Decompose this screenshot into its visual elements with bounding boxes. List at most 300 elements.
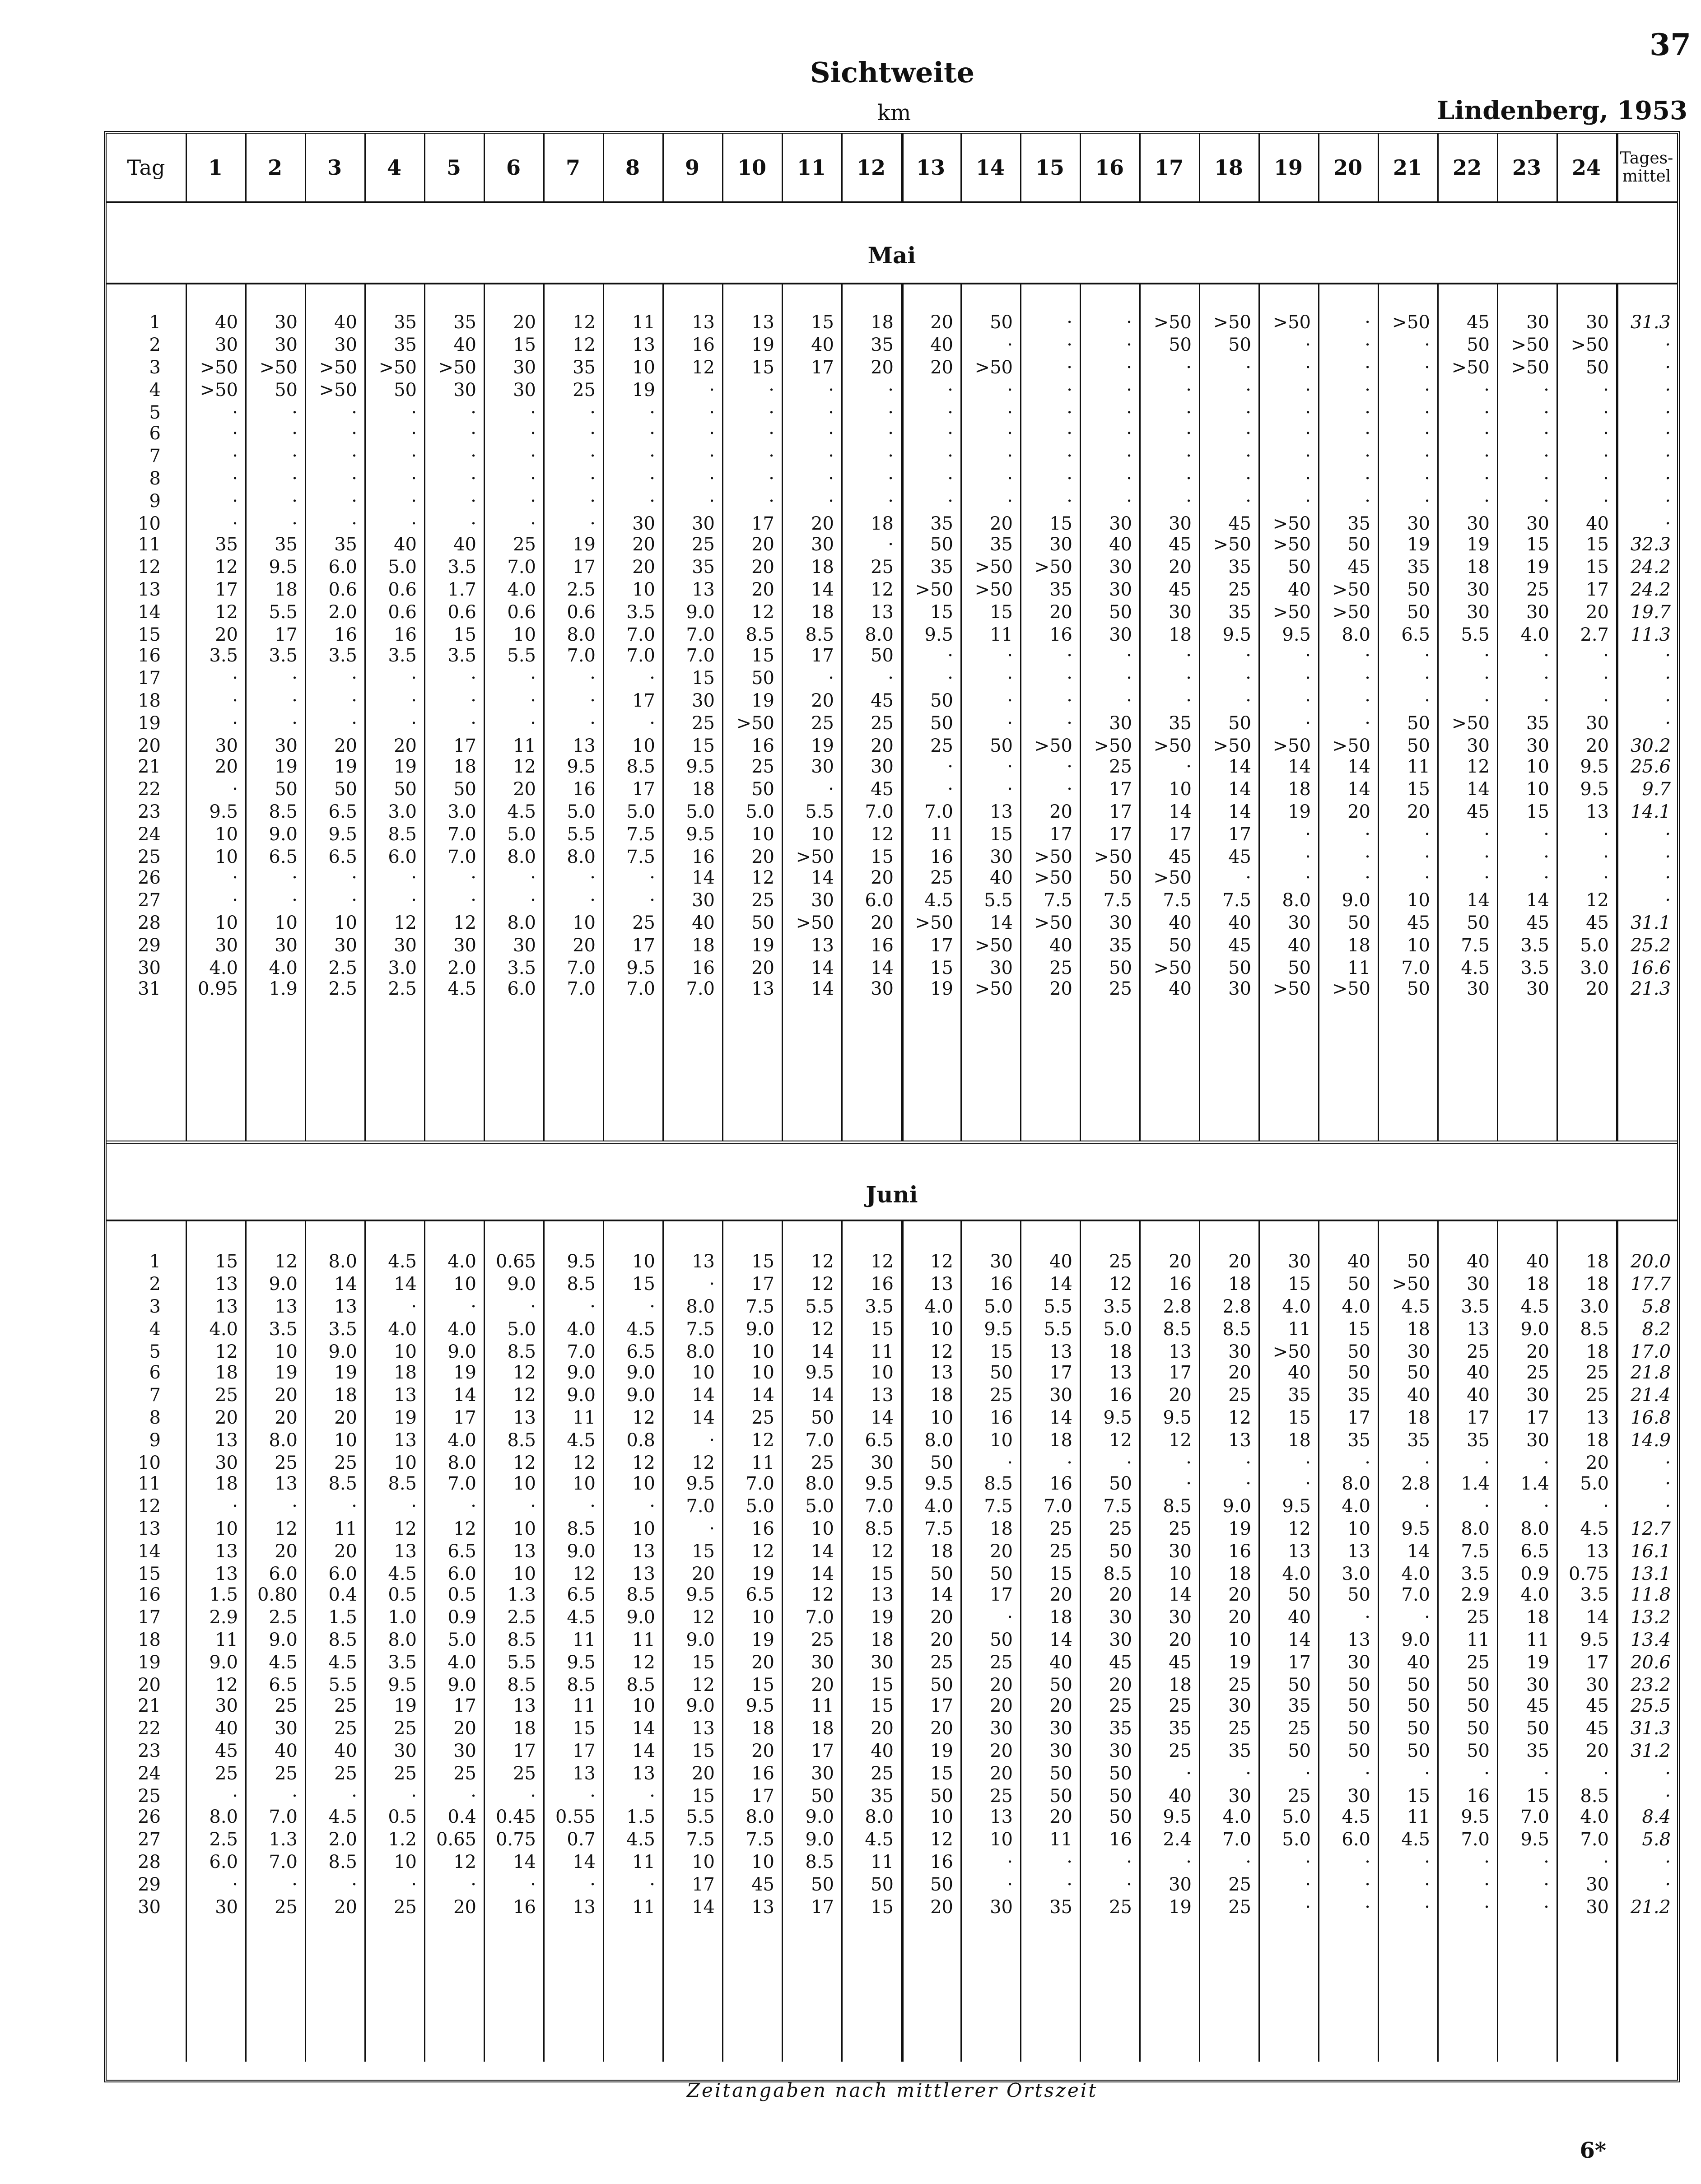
mean-cell: 21.4 xyxy=(1630,1385,1671,1406)
table-row xyxy=(107,736,1677,756)
value-cell: · xyxy=(1186,1473,1192,1494)
value-cell: 45 xyxy=(1407,913,1430,933)
table-row xyxy=(107,913,1677,933)
value-cell: 8.5 xyxy=(567,1274,596,1295)
value-cell: · xyxy=(1424,335,1430,355)
value-cell: 12 xyxy=(751,1430,774,1451)
value-cell: 11 xyxy=(573,1695,596,1716)
value-cell: · xyxy=(292,668,298,689)
value-cell: · xyxy=(1007,446,1013,466)
value-cell: 50 xyxy=(1109,602,1132,623)
value-cell: 4.0 xyxy=(1282,1564,1311,1584)
value-cell: 10 xyxy=(275,1341,298,1362)
value-cell: 13 xyxy=(632,1564,655,1584)
value-cell: 17 xyxy=(632,935,655,956)
table-row xyxy=(107,1807,1677,1827)
value-cell: 6.0 xyxy=(209,1852,238,1872)
value-cell: 30 xyxy=(1467,602,1490,623)
value-cell: 1.3 xyxy=(269,1829,298,1850)
value-cell: · xyxy=(1305,1897,1311,1918)
value-cell: >50 xyxy=(974,579,1013,600)
value-cell: 35 xyxy=(1049,579,1072,600)
value-cell: 30 xyxy=(1169,602,1192,623)
value-cell: 10 xyxy=(513,624,536,645)
header-hour: 15 xyxy=(1035,155,1064,180)
value-cell: 5.0 xyxy=(507,1319,536,1340)
value-cell: 5.5 xyxy=(805,801,834,822)
value-cell: 7.5 xyxy=(1163,890,1192,911)
value-cell: · xyxy=(471,713,476,734)
mean-cell: · xyxy=(1665,423,1671,444)
mean-cell: 11.3 xyxy=(1630,624,1671,645)
column-rule xyxy=(1616,283,1618,1141)
value-cell: · xyxy=(1067,312,1072,333)
value-cell: 30 xyxy=(1109,557,1132,577)
value-cell: 20 xyxy=(453,1718,476,1739)
value-cell: 30 xyxy=(1228,1786,1251,1807)
day-cell: 29 xyxy=(138,935,161,956)
value-cell: · xyxy=(1245,690,1251,711)
value-cell: 50 xyxy=(1288,958,1311,978)
mean-cell: 21.8 xyxy=(1630,1362,1671,1383)
value-cell: 16 xyxy=(1467,1786,1490,1807)
value-cell: 30 xyxy=(1407,513,1430,534)
value-cell: 19 xyxy=(394,1695,417,1716)
value-cell: 10 xyxy=(513,1518,536,1539)
mean-cell: 25.5 xyxy=(1630,1695,1671,1716)
value-cell: 14 xyxy=(811,1541,834,1562)
value-cell: 8.5 xyxy=(626,756,655,777)
column-rule xyxy=(1020,283,1021,1141)
value-cell: · xyxy=(1245,468,1251,489)
value-cell: 7.0 xyxy=(1520,1807,1549,1827)
value-cell: >50 xyxy=(1034,736,1072,756)
value-cell: 1.5 xyxy=(209,1584,238,1605)
value-cell: 16 xyxy=(990,1274,1013,1295)
value-cell: 14 xyxy=(692,1897,715,1918)
value-cell: 40 xyxy=(871,1741,894,1761)
table-row xyxy=(107,579,1677,600)
value-cell: 0.5 xyxy=(447,1584,476,1605)
value-cell: 5.5 xyxy=(507,645,536,666)
value-cell: 30 xyxy=(692,513,715,534)
value-cell: · xyxy=(590,1786,596,1807)
value-cell: · xyxy=(232,402,238,423)
value-cell: 35 xyxy=(1407,1430,1430,1451)
value-cell: · xyxy=(1126,335,1132,355)
value-cell: 12 xyxy=(871,579,894,600)
day-cell: 6 xyxy=(149,1362,161,1383)
header-hour: 13 xyxy=(916,155,945,180)
value-cell: 8.5 xyxy=(746,624,774,645)
value-cell: 20 xyxy=(215,624,238,645)
value-cell: · xyxy=(292,713,298,734)
value-cell: 9.0 xyxy=(1401,1630,1430,1650)
value-cell: · xyxy=(1484,1897,1490,1918)
value-cell: 7.5 xyxy=(1103,890,1132,911)
column-rule xyxy=(1258,1220,1260,2062)
value-cell: 50 xyxy=(990,312,1013,333)
mean-cell: · xyxy=(1665,824,1671,845)
column-rule xyxy=(1199,1220,1200,2062)
value-cell: · xyxy=(1126,1453,1132,1473)
value-cell: 18 xyxy=(1169,624,1192,645)
value-cell: · xyxy=(411,867,417,888)
value-cell: 7.5 xyxy=(1461,1541,1490,1562)
table-row xyxy=(107,1584,1677,1605)
value-cell: 10 xyxy=(692,1852,715,1872)
value-cell: 40 xyxy=(215,1718,238,1739)
value-cell: 4.0 xyxy=(924,1496,953,1517)
value-cell: 25 xyxy=(334,1453,357,1473)
value-cell: 8.5 xyxy=(507,1430,536,1451)
value-cell: 10 xyxy=(453,1274,476,1295)
value-cell: 10 xyxy=(632,1695,655,1716)
value-cell: 3.5 xyxy=(447,557,476,577)
value-cell: 18 xyxy=(1467,557,1490,577)
value-cell: · xyxy=(769,468,774,489)
value-cell: · xyxy=(1305,645,1311,666)
mean-cell: · xyxy=(1665,890,1671,911)
value-cell: 11 xyxy=(930,824,953,845)
value-cell: · xyxy=(1365,824,1370,845)
value-cell: 25 xyxy=(1467,1341,1490,1362)
value-cell: 50 xyxy=(930,1675,953,1695)
table-row xyxy=(107,1718,1677,1739)
value-cell: 40 xyxy=(1169,913,1192,933)
value-cell: 4.5 xyxy=(626,1829,655,1850)
value-cell: 30 xyxy=(692,690,715,711)
value-cell: 50 xyxy=(1228,335,1251,355)
value-cell: 7.5 xyxy=(626,824,655,845)
value-cell: · xyxy=(590,1874,596,1895)
value-cell: 0.6 xyxy=(388,602,417,623)
value-cell: 14 xyxy=(1288,1630,1311,1650)
value-cell: 9.5 xyxy=(1401,1518,1430,1539)
value-cell: · xyxy=(411,1874,417,1895)
value-cell: 50 xyxy=(751,913,774,933)
value-cell: · xyxy=(1424,423,1430,444)
value-cell: 10 xyxy=(1228,1630,1251,1650)
value-cell: 0.65 xyxy=(495,1251,536,1272)
value-cell: 14 xyxy=(1228,801,1251,822)
value-cell: 15 xyxy=(1407,1786,1430,1807)
value-cell: 16 xyxy=(751,1763,774,1784)
value-cell: · xyxy=(1305,402,1311,423)
value-cell: >50 xyxy=(1272,1341,1311,1362)
value-cell: 13 xyxy=(394,1541,417,1562)
value-cell: · xyxy=(1543,1496,1549,1517)
value-cell: 20 xyxy=(751,579,774,600)
value-cell: · xyxy=(351,423,357,444)
value-cell: 12 xyxy=(692,357,715,378)
value-cell: 17 xyxy=(1467,1407,1490,1428)
value-cell: 25 xyxy=(990,1385,1013,1406)
value-cell: · xyxy=(649,713,655,734)
value-cell: 9.5 xyxy=(626,958,655,978)
value-cell: 25 xyxy=(811,713,834,734)
value-cell: 10 xyxy=(632,1518,655,1539)
value-cell: 3.5 xyxy=(209,645,238,666)
value-cell: 40 xyxy=(275,1741,298,1761)
value-cell: 19 xyxy=(751,935,774,956)
value-cell: · xyxy=(1126,380,1132,400)
value-cell: 45 xyxy=(1467,312,1490,333)
value-cell: 20 xyxy=(990,1741,1013,1761)
value-cell: 16 xyxy=(751,736,774,756)
value-cell: 14 xyxy=(394,1274,417,1295)
value-cell: 50 xyxy=(1347,1675,1370,1695)
value-cell: 2.5 xyxy=(507,1607,536,1628)
value-cell: 4.5 xyxy=(1401,1296,1430,1317)
value-cell: 50 xyxy=(930,1453,953,1473)
table-row xyxy=(107,1695,1677,1716)
value-cell: 10 xyxy=(215,1518,238,1539)
value-cell: · xyxy=(1424,1852,1430,1872)
value-cell: 20 xyxy=(1169,1630,1192,1650)
value-cell: · xyxy=(1245,491,1251,512)
value-cell: 20 xyxy=(453,1897,476,1918)
value-cell: · xyxy=(1543,668,1549,689)
value-cell: 10 xyxy=(751,1341,774,1362)
header-hour: 19 xyxy=(1273,155,1303,180)
value-cell: 25 xyxy=(871,557,894,577)
value-cell: 14 xyxy=(1049,1274,1072,1295)
table-row xyxy=(107,756,1677,777)
value-cell: 15 xyxy=(692,1741,715,1761)
value-cell: · xyxy=(1543,1453,1549,1473)
value-cell: · xyxy=(1603,423,1609,444)
value-cell: 17 xyxy=(930,935,953,956)
value-cell: · xyxy=(471,890,476,911)
column-rule xyxy=(841,283,843,1141)
value-cell: 20 xyxy=(573,935,596,956)
value-cell: 13 xyxy=(215,1541,238,1562)
value-cell: 9.0 xyxy=(686,1695,715,1716)
value-cell: 30 xyxy=(1109,1607,1132,1628)
value-cell: 25 xyxy=(751,890,774,911)
value-cell: 6.5 xyxy=(1401,624,1430,645)
value-cell: 14 xyxy=(930,1584,953,1605)
value-cell: 0.8 xyxy=(626,1430,655,1451)
value-cell: · xyxy=(1603,1496,1609,1517)
value-cell: 8.0 xyxy=(567,624,596,645)
value-cell: 20 xyxy=(990,1541,1013,1562)
value-cell: 12 xyxy=(513,1453,536,1473)
value-cell: 12 xyxy=(1169,1430,1192,1451)
value-cell: 20 xyxy=(632,534,655,555)
day-cell: 30 xyxy=(138,958,161,978)
value-cell: 13 xyxy=(513,1541,536,1562)
value-cell: 45 xyxy=(871,690,894,711)
value-cell: · xyxy=(590,491,596,512)
value-cell: · xyxy=(351,890,357,911)
column-rule xyxy=(1258,283,1260,1141)
value-cell: 30 xyxy=(1586,1874,1609,1895)
value-cell: 25 xyxy=(1169,1741,1192,1761)
value-cell: · xyxy=(292,446,298,466)
value-cell: 15 xyxy=(930,958,953,978)
value-cell: 16 xyxy=(751,1518,774,1539)
value-cell: 5.0 xyxy=(686,801,715,822)
value-cell: 50 xyxy=(930,713,953,734)
table-row xyxy=(107,1675,1677,1695)
value-cell: 0.65 xyxy=(436,1829,476,1850)
table-row xyxy=(107,690,1677,711)
value-cell: · xyxy=(471,1786,476,1807)
value-cell: 17 xyxy=(1228,824,1251,845)
table-row xyxy=(107,557,1677,577)
value-cell: 10 xyxy=(751,824,774,845)
value-cell: 15 xyxy=(871,1319,894,1340)
value-cell: 18 xyxy=(1407,1407,1430,1428)
value-cell: 4.5 xyxy=(507,801,536,822)
column-rule xyxy=(841,1220,843,2062)
value-cell: 40 xyxy=(1049,935,1072,956)
value-cell: >50 xyxy=(200,380,238,400)
value-cell: 11 xyxy=(1467,1630,1490,1650)
value-cell: · xyxy=(1126,357,1132,378)
value-cell: · xyxy=(1067,645,1072,666)
day-cell: 16 xyxy=(138,645,161,666)
header-hour: 9 xyxy=(685,155,699,180)
value-cell: 16 xyxy=(1109,1385,1132,1406)
value-cell: 4.0 xyxy=(1401,1564,1430,1584)
value-cell: 18 xyxy=(751,1718,774,1739)
value-cell: 40 xyxy=(1288,579,1311,600)
value-cell: · xyxy=(1424,1874,1430,1895)
value-cell: 6.0 xyxy=(328,1564,357,1584)
value-cell: · xyxy=(1365,380,1370,400)
header-hour: 18 xyxy=(1214,155,1243,180)
value-cell: >50 xyxy=(1272,513,1311,534)
day-cell: 19 xyxy=(138,1652,161,1673)
value-cell: 12 xyxy=(275,1251,298,1272)
value-cell: · xyxy=(828,491,834,512)
mean-cell: 14.1 xyxy=(1630,801,1671,822)
table-row xyxy=(107,1251,1677,1272)
column-rule xyxy=(1139,283,1141,1141)
value-cell: 7.0 xyxy=(746,1473,774,1494)
column-rule xyxy=(1557,283,1558,1141)
value-cell: 10 xyxy=(632,1473,655,1494)
value-cell: · xyxy=(1365,312,1370,333)
value-cell: · xyxy=(590,668,596,689)
value-cell: · xyxy=(292,491,298,512)
value-cell: 35 xyxy=(930,557,953,577)
value-cell: 25 xyxy=(1228,1675,1251,1695)
value-cell: 45 xyxy=(1228,935,1251,956)
value-cell: 30 xyxy=(215,935,238,956)
value-cell: 50 xyxy=(990,736,1013,756)
value-cell: 16 xyxy=(1049,1473,1072,1494)
value-cell: 15 xyxy=(1049,513,1072,534)
value-cell: 30 xyxy=(1109,513,1132,534)
value-cell: 30 xyxy=(1109,579,1132,600)
header-mean: Tages- mittel xyxy=(1620,149,1673,186)
value-cell: 13 xyxy=(1586,1407,1609,1428)
value-cell: 12 xyxy=(573,1564,596,1584)
value-cell: 30 xyxy=(453,1741,476,1761)
value-cell: 18 xyxy=(1526,1607,1549,1628)
value-cell: 6.5 xyxy=(1520,1541,1549,1562)
value-cell: 10 xyxy=(1169,1564,1192,1584)
table-row xyxy=(107,1763,1677,1784)
value-cell: >50 xyxy=(1272,534,1311,555)
day-cell: 8 xyxy=(149,1407,161,1428)
value-cell: · xyxy=(1186,1763,1192,1784)
value-cell: · xyxy=(471,668,476,689)
value-cell: 25 xyxy=(1109,1695,1132,1716)
column-rule xyxy=(186,283,187,1141)
value-cell: 0.95 xyxy=(197,978,238,999)
value-cell: 16 xyxy=(573,779,596,800)
value-cell: · xyxy=(1484,847,1490,867)
value-cell: 5.0 xyxy=(507,824,536,845)
day-cell: 20 xyxy=(138,736,161,756)
value-cell: 25 xyxy=(573,380,596,400)
value-cell: · xyxy=(709,1518,715,1539)
value-cell: 16 xyxy=(1169,1274,1192,1295)
value-cell: 9.5 xyxy=(1580,756,1609,777)
value-cell: · xyxy=(1305,1473,1311,1494)
value-cell: · xyxy=(1067,446,1072,466)
day-cell: 21 xyxy=(138,756,161,777)
column-rule xyxy=(305,283,306,1141)
value-cell: 13 xyxy=(871,1584,894,1605)
value-cell: 0.55 xyxy=(555,1807,596,1827)
value-cell: 25 xyxy=(811,1630,834,1650)
table-row xyxy=(107,847,1677,867)
value-cell: · xyxy=(947,779,953,800)
value-cell: 8.0 xyxy=(865,1807,894,1827)
value-cell: 8.0 xyxy=(746,1807,774,1827)
value-cell: · xyxy=(471,402,476,423)
day-cell: 15 xyxy=(138,1564,161,1584)
value-cell: 35 xyxy=(1407,557,1430,577)
value-cell: · xyxy=(1067,380,1072,400)
value-cell: · xyxy=(1484,1874,1490,1895)
value-cell: 10 xyxy=(394,1341,417,1362)
value-cell: 30 xyxy=(1407,1341,1430,1362)
value-cell: 25 xyxy=(751,1407,774,1428)
value-cell: 2.0 xyxy=(328,602,357,623)
value-cell: >50 xyxy=(1094,736,1132,756)
value-cell: · xyxy=(1007,713,1013,734)
value-cell: 9.5 xyxy=(328,824,357,845)
value-cell: · xyxy=(1067,690,1072,711)
mean-cell: · xyxy=(1665,446,1671,466)
value-cell: · xyxy=(1245,645,1251,666)
value-cell: · xyxy=(1126,423,1132,444)
value-cell: · xyxy=(530,402,536,423)
value-cell: · xyxy=(1186,756,1192,777)
value-cell: 25 xyxy=(871,713,894,734)
value-cell: · xyxy=(232,1786,238,1807)
value-cell: 13 xyxy=(394,1385,417,1406)
value-cell: 13 xyxy=(692,1718,715,1739)
value-cell: 18 xyxy=(215,1473,238,1494)
footer-note: Zeitangaben nach mittlerer Ortszeit xyxy=(686,2079,1098,2101)
value-cell: 30 xyxy=(1526,513,1549,534)
value-cell: 45 xyxy=(1228,513,1251,534)
value-cell: · xyxy=(590,468,596,489)
value-cell: 18 xyxy=(871,1630,894,1650)
value-cell: 9.0 xyxy=(269,1274,298,1295)
value-cell: >50 xyxy=(1511,357,1549,378)
value-cell: 10 xyxy=(990,1430,1013,1451)
value-cell: · xyxy=(411,1296,417,1317)
